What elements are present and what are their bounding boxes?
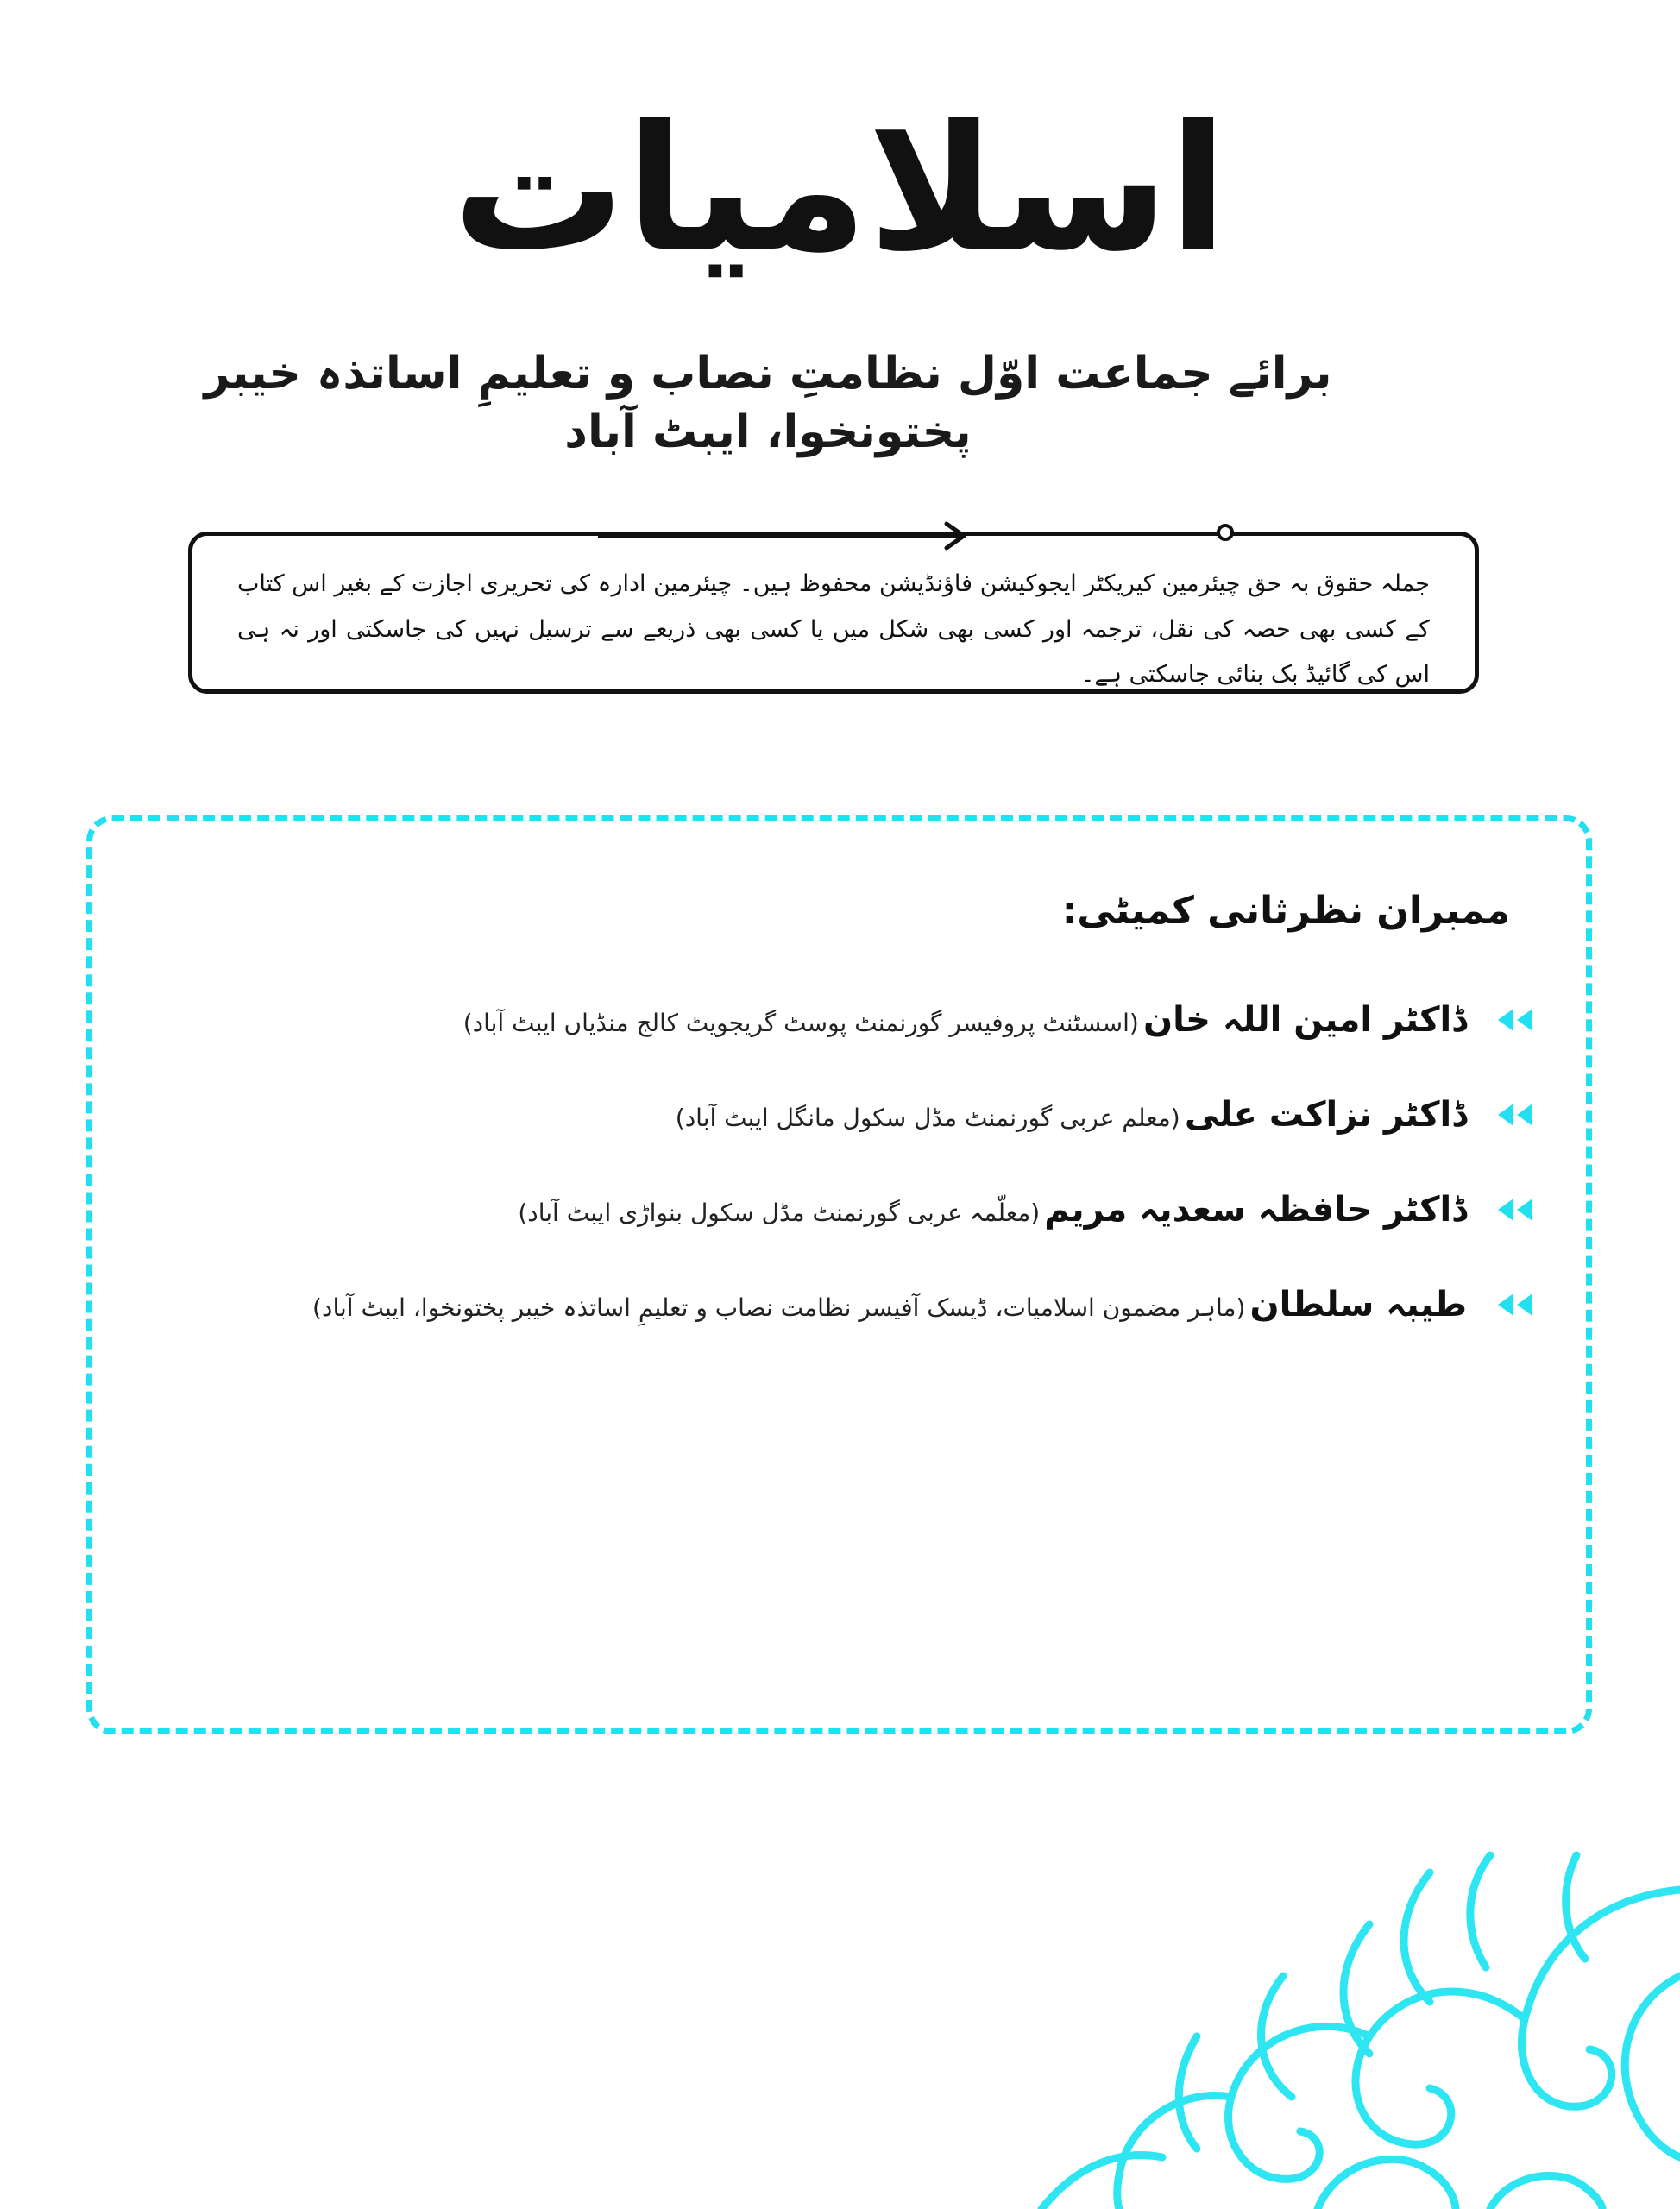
member-name: طیبہ سلطان [1249, 1285, 1467, 1325]
double-chevron-icon [1491, 1290, 1534, 1319]
member-text [676, 1092, 1467, 1137]
member-text [312, 1282, 1467, 1327]
member-details: (اسسٹنٹ پروفیسر گورنمنٹ پوسٹ گریجویٹ کالج منڈیاں ایبٹ آباد) [462, 1009, 1139, 1037]
list-item [154, 1257, 1534, 1352]
list-item [154, 972, 1534, 1067]
member-text [463, 998, 1467, 1042]
list-item [154, 1067, 1534, 1162]
member-name: ڈاکٹر نزاکت علی [1184, 1095, 1467, 1135]
member-text [518, 1187, 1467, 1232]
double-chevron-icon [1491, 1100, 1534, 1130]
double-chevron-icon [1491, 1195, 1534, 1224]
floral-ornament-icon [714, 1838, 1680, 2209]
arrow-right-icon [598, 517, 978, 551]
member-name: ڈاکٹر امین اللہ خان [1142, 1000, 1467, 1040]
page-subtitle: برائے جماعت اوّل نظامتِ نصاب و تعلیمِ اساتذہ خیبر پختونخوا، ایبٹ آباد [204, 348, 1332, 458]
page-title: اسلامیات [452, 89, 1228, 290]
member-list [154, 972, 1534, 1352]
committee-heading: ممبران نظرثانی کمیٹی: [1061, 889, 1510, 933]
member-details: (ماہر مضمون اسلامیات، ڈیسک آفیسر نظامت نصاب و تعلیمِ اساتذہ خیبر پختونخوا، ایبٹ آباد) [312, 1293, 1246, 1322]
copyright-box [188, 532, 1479, 694]
member-details: (معلم عربی گورنمنٹ مڈل سکول مانگل ایبٹ آباد) [675, 1104, 1180, 1132]
circle-knob-icon [1216, 523, 1235, 542]
copyright-notice: جملہ حقوق بہ حق چیئرمین کیریکٹر ایجوکیشن فاؤنڈیشن محفوظ ہیں۔ چیئرمین ادارہ کی تحریری اجازت کے بغیر اس کتاب کے کسی بھی حصہ کی نقل، ترجمہ اور کسی بھی شکل میں یا کسی بھی ذریعے سے ترسیل نہیں کی جاسکتی اور نہ ہی اس کی گائیڈ بک بنائی جاسکتی ہے۔ [237, 570, 1430, 689]
list-item [154, 1162, 1534, 1257]
member-name: ڈاکٹر حافظہ سعدیہ مریم [1044, 1190, 1467, 1230]
member-details: (معلّمہ عربی گورنمنٹ مڈل سکول بنواڑی ایبٹ آباد) [518, 1199, 1041, 1227]
double-chevron-icon [1491, 1005, 1534, 1035]
review-committee-box [86, 815, 1592, 1734]
